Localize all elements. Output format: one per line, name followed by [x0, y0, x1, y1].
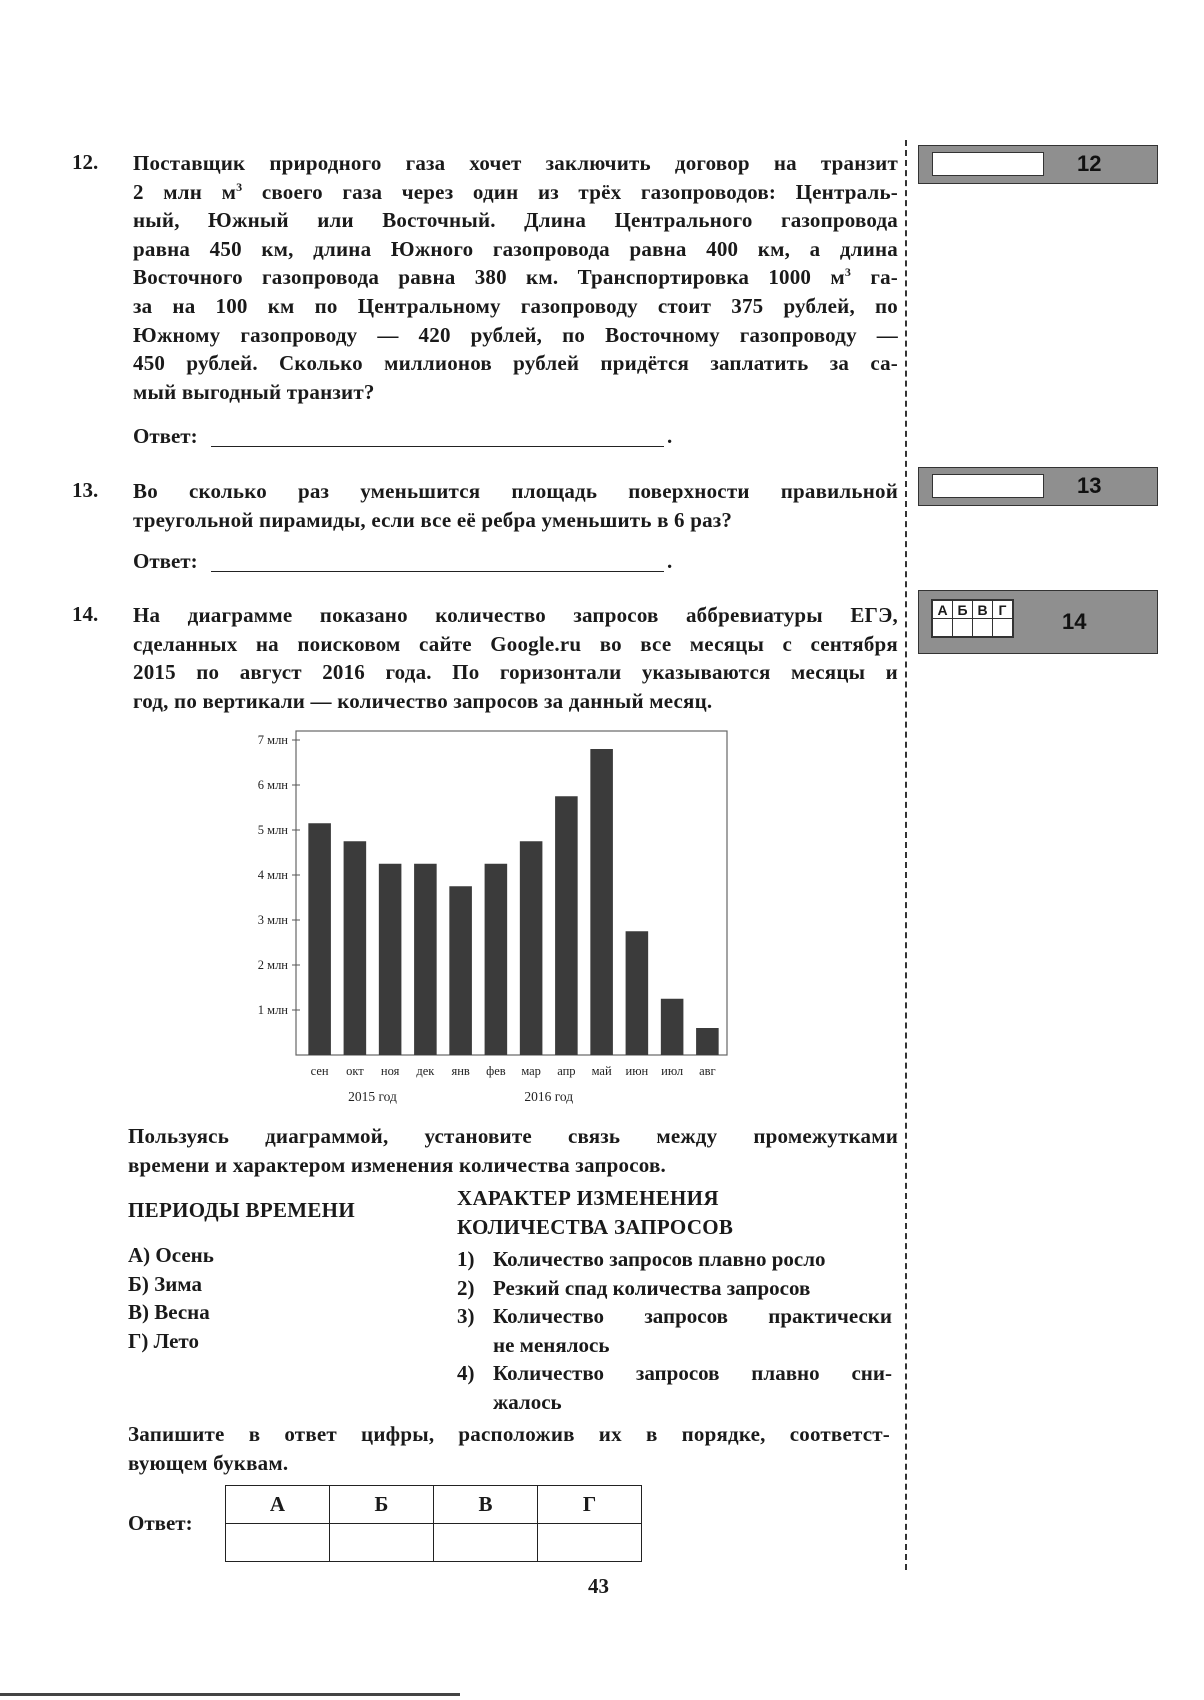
q12-box-number: 12: [1077, 151, 1102, 176]
change-1-num: 1): [457, 1247, 475, 1271]
q12-answer-input[interactable]: [932, 152, 1044, 176]
q13-answer-label: Ответ:: [133, 549, 198, 573]
q14-box-cell-a[interactable]: [933, 619, 953, 637]
q14-write-line-2: вующем буквам.: [128, 1450, 289, 1475]
change-1: [457, 1245, 892, 1274]
period-spring: В) Весна: [128, 1300, 210, 1325]
period-summer: Г) Лето: [128, 1328, 199, 1353]
y-tick-label: 7 млн: [257, 733, 288, 747]
q14-text: [133, 601, 898, 715]
q12-answer-label: Ответ:: [133, 424, 198, 448]
q14-box-number: 14: [1062, 609, 1087, 634]
x-tick-label: дек: [416, 1064, 435, 1078]
cut-line: [905, 140, 907, 1570]
q12-line-2: [133, 178, 898, 207]
q13-answer-dot: .: [667, 549, 673, 573]
change-3-line-1: Количество запросов практически: [493, 1304, 892, 1329]
answer-header-b: Б: [330, 1486, 434, 1524]
q12-line-5: [133, 263, 898, 292]
change-2: [457, 1274, 892, 1303]
answer-cell-b[interactable]: [330, 1524, 434, 1562]
q14-instruction: [128, 1122, 898, 1179]
q12-line-2b: своего газа через один из трёх газопроводов: Централь-: [261, 179, 898, 204]
q14-instruction-line-2: времени и характером изменения количества запросов.: [128, 1152, 666, 1177]
q13-line-2: треугольной пирамиды, если все её ребра уменьшить в 6 раз?: [133, 507, 733, 532]
bar-июн: [626, 931, 649, 1055]
q13-box-number: 13: [1077, 473, 1102, 498]
page-number: 43: [588, 1574, 609, 1598]
year-label: 2015 год: [348, 1089, 397, 1104]
answer-cell-v[interactable]: [434, 1524, 538, 1562]
q12-line-4: равна 450 км, длина Южного газопровода равна 400 км, а длина: [133, 236, 898, 261]
q14-number: 14.: [72, 602, 99, 626]
q14-answer-label: Ответ:: [128, 1511, 193, 1535]
q12-sup-1: 3: [236, 179, 243, 194]
changes-list: [457, 1245, 892, 1417]
q14-line-3: 2015 по август 2016 года. По горизонтали указываются месяцы и: [133, 660, 898, 685]
q12-text: [133, 149, 898, 406]
q14-write-instruction: [128, 1420, 890, 1477]
q14-box-letter-b: Б: [953, 601, 973, 619]
q12-line-2a: 2 млн м: [133, 179, 237, 204]
q12-line-5b: га-: [870, 265, 899, 290]
x-tick-label: авг: [699, 1064, 716, 1078]
q13-answer-field[interactable]: [211, 571, 664, 572]
bar-янв: [449, 886, 472, 1055]
x-tick-label: июн: [625, 1064, 649, 1078]
x-tick-label: фев: [486, 1064, 506, 1078]
q14-answer-cells: [931, 599, 1014, 638]
change-4: [457, 1359, 892, 1416]
queries-bar-chart: [230, 725, 750, 1105]
y-tick-label: 1 млн: [257, 1003, 288, 1017]
q14-answer-table: [225, 1485, 642, 1562]
q12-line-5a: Восточного газопровода равна 380 км. Транспортировка 1000 м: [133, 265, 845, 290]
change-4-line-2: жалось: [493, 1389, 562, 1414]
q14-line-2: сделанных на поисковом сайте Google.ru во все месяцы с сентября: [133, 631, 898, 656]
bar-авг: [696, 1028, 719, 1055]
y-tick-label: 3 млн: [257, 913, 288, 927]
bar-апр: [555, 796, 578, 1055]
bar-дек: [414, 864, 437, 1055]
changes-heading-2: КОЛИЧЕСТВА ЗАПРОСОВ: [457, 1215, 734, 1239]
y-tick-label: 6 млн: [257, 778, 288, 792]
q12-answer-box: [918, 145, 1158, 184]
period-autumn: А) Осень: [128, 1243, 214, 1267]
change-3-line-2: не менялось: [493, 1332, 610, 1357]
bar-окт: [344, 841, 367, 1055]
x-tick-label: янв: [451, 1064, 470, 1078]
bar-сен: [308, 823, 331, 1055]
answer-cell-a[interactable]: [226, 1524, 330, 1562]
q13-text: [133, 477, 898, 534]
change-4-num: 4): [457, 1361, 475, 1386]
scan-edge-line: [0, 1693, 460, 1696]
change-1-line-1: Количество запросов плавно росло: [493, 1247, 826, 1271]
bar-май: [590, 749, 613, 1055]
q12-sup-2: 3: [844, 265, 852, 280]
q14-box-letter-a: А: [933, 601, 953, 619]
q12-line-6: за на 100 км по Центральному газопроводу стоит 375 рублей, по: [133, 293, 898, 318]
q14-answer-box: [918, 590, 1158, 654]
answer-header-a: А: [226, 1486, 330, 1524]
periods-list: [128, 1241, 214, 1355]
x-tick-label: апр: [557, 1064, 576, 1078]
q12-line-8: 450 рублей. Сколько миллионов рублей придётся заплатить за са-: [133, 351, 898, 376]
change-2-num: 2): [457, 1275, 475, 1300]
q12-line-7: Южному газопроводу — 420 рублей, по Восточному газопроводу —: [133, 322, 898, 347]
x-tick-label: сен: [310, 1064, 329, 1078]
q14-box-letter-g: Г: [993, 601, 1013, 619]
q14-box-cell-g[interactable]: [993, 619, 1013, 637]
q14-box-cell-b[interactable]: [953, 619, 973, 637]
y-tick-label: 4 млн: [257, 868, 288, 882]
bar-мар: [520, 841, 543, 1055]
bar-фев: [485, 864, 508, 1055]
answer-header-g: Г: [538, 1486, 642, 1524]
q12-answer-dot: .: [667, 424, 673, 448]
x-tick-label: ноя: [380, 1064, 400, 1078]
answer-header-v: В: [434, 1486, 538, 1524]
q12-answer-field[interactable]: [211, 446, 664, 447]
bar-ноя: [379, 864, 402, 1055]
q13-number: 13.: [72, 478, 99, 502]
change-3-num: 3): [457, 1304, 475, 1329]
q14-box-cell-v[interactable]: [973, 619, 993, 637]
change-3: [457, 1302, 892, 1359]
bar-июл: [661, 999, 684, 1055]
year-label: 2016 год: [524, 1089, 574, 1104]
q14-instruction-line-1: Пользуясь диаграммой, установите связь между промежутками: [128, 1124, 898, 1148]
changes-heading-1: ХАРАКТЕР ИЗМЕНЕНИЯ: [457, 1186, 719, 1210]
y-tick-label: 5 млн: [257, 823, 288, 837]
q12-line-9: мый выгодный транзит?: [133, 379, 375, 404]
q14-line-4: год, по вертикали — количество запросов за данный месяц.: [133, 688, 713, 713]
q14-line-1: На диаграмме показано количество запросов аббревиатуры ЕГЭ,: [133, 603, 898, 627]
periods-heading: ПЕРИОДЫ ВРЕМЕНИ: [128, 1198, 355, 1222]
x-tick-label: мар: [521, 1064, 541, 1078]
q13-answer-box: [918, 467, 1158, 506]
change-4-line-1: Количество запросов плавно сни-: [493, 1361, 892, 1386]
q12-line-1: Поставщик природного газа хочет заключить договор на транзит: [133, 151, 898, 175]
q13-answer-input[interactable]: [932, 474, 1044, 498]
q14-write-line-1: Запишите в ответ цифры, расположив их в порядке, соответст-: [128, 1422, 890, 1446]
x-tick-label: май: [591, 1064, 612, 1078]
q14-box-letter-v: В: [973, 601, 993, 619]
q13-line-1: Во сколько раз уменьшится площадь поверхности правильной: [133, 479, 898, 503]
q12-line-3: ный, Южный или Восточный. Длина Центрального газопровода: [133, 208, 898, 233]
answer-cell-g[interactable]: [538, 1524, 642, 1562]
x-tick-label: окт: [346, 1064, 364, 1078]
q12-number: 12.: [72, 150, 99, 174]
y-tick-label: 2 млн: [257, 958, 288, 972]
change-2-line-1: Резкий спад количества запросов: [493, 1275, 811, 1300]
period-winter: Б) Зима: [128, 1271, 202, 1296]
x-tick-label: июл: [661, 1064, 684, 1078]
